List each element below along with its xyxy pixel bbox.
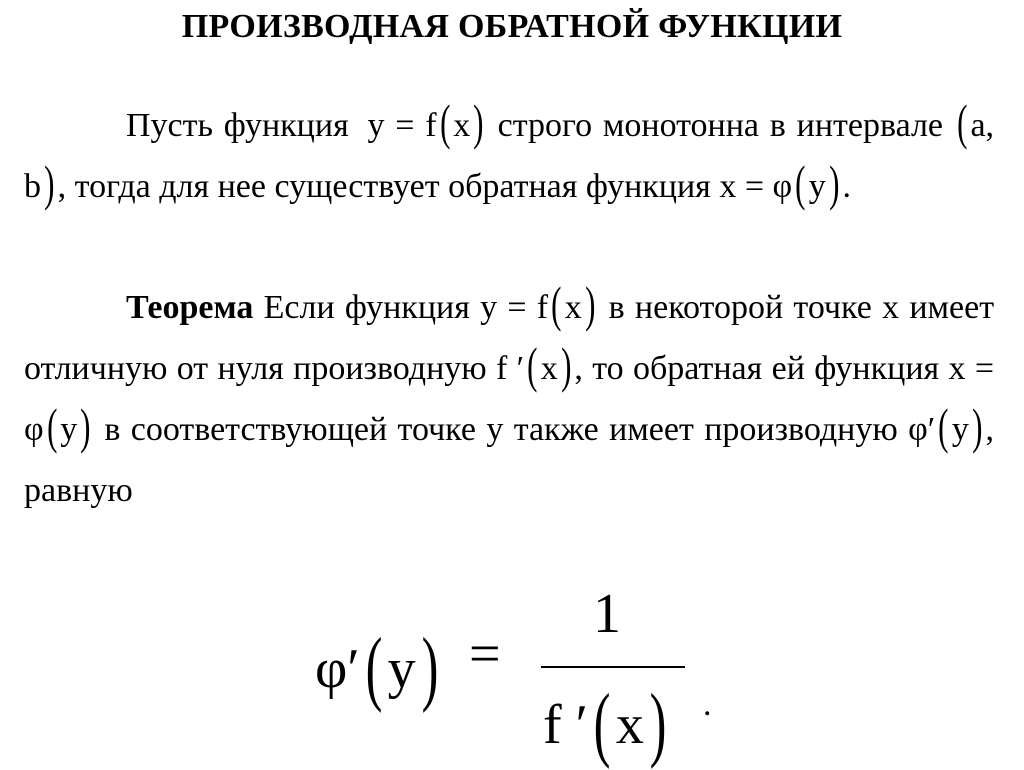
numerator: 1	[593, 583, 621, 645]
paren-open: (	[938, 398, 949, 454]
math-y-eq-f: y = f	[367, 107, 437, 144]
text: в соответствующей точке	[104, 411, 476, 448]
paren-close: )	[649, 677, 667, 770]
paren-open: (	[527, 337, 538, 393]
lhs-arg: y	[387, 638, 416, 700]
math-x-eq-phi: x = φ	[719, 168, 793, 205]
paren-open: (	[365, 621, 382, 714]
page-title: ПРОИЗВОДНАЯ ОБРАТНОЙ ФУНКЦИИ	[181, 8, 843, 45]
math-interval-a-b: a, b	[24, 107, 995, 205]
paren-close: )	[80, 398, 91, 454]
text: , равную	[24, 411, 995, 509]
paren-close: )	[421, 621, 438, 714]
math-arg-x: x	[453, 107, 471, 144]
text: в некоторой точке	[608, 289, 872, 326]
text: строго монотонна в интервале	[497, 107, 944, 144]
theorem-paragraph	[24, 277, 994, 521]
equals-sign: =	[469, 623, 501, 685]
paren-open: (	[551, 276, 562, 332]
math-var-y: y	[486, 411, 504, 448]
fraction-bar	[541, 666, 685, 668]
text: имеет отличную от нуля производную	[24, 289, 995, 387]
formula-period: .	[703, 686, 712, 723]
math-y-eq-f: y = f	[480, 289, 549, 326]
text: .	[842, 168, 851, 205]
paren-open: (	[795, 155, 806, 211]
paren-close: )	[44, 155, 55, 211]
math-x-eq-phi: x = φ	[24, 350, 994, 448]
intro-paragraph	[24, 95, 994, 217]
text: Если функция	[263, 289, 470, 326]
math-arg-x: x	[540, 350, 558, 387]
paren-open: (	[593, 677, 611, 770]
math-arg-x: x	[564, 289, 582, 326]
paren-close: )	[584, 276, 596, 332]
derivative-formula	[315, 578, 735, 770]
f-prime: f ′	[543, 694, 588, 756]
math-arg-y: y	[808, 168, 826, 205]
denominator	[543, 677, 672, 770]
paren-open: (	[439, 94, 451, 150]
paren-open: (	[956, 94, 968, 150]
paren-close: )	[972, 398, 983, 454]
den-arg: x	[615, 694, 644, 756]
theorem-label: Теорема	[126, 289, 254, 326]
text: , тогда для нее существует обратная функция	[57, 168, 711, 205]
paren-open: (	[46, 398, 58, 454]
formula-lhs	[315, 621, 444, 714]
math-phi-prime: φ′	[908, 411, 936, 448]
text: Пусть функция	[126, 107, 349, 144]
math-arg-y: y	[951, 411, 969, 448]
math-var-x: x	[882, 289, 900, 326]
math-f-prime: f ′	[496, 350, 525, 387]
math-arg-y: y	[60, 411, 78, 448]
paren-close: )	[560, 337, 572, 393]
text: , то обратная ей функция	[574, 350, 940, 387]
text: также имеет производную	[513, 411, 898, 448]
paren-close: )	[828, 155, 840, 211]
phi-prime: φ′	[315, 638, 360, 700]
paren-close: )	[473, 94, 484, 150]
